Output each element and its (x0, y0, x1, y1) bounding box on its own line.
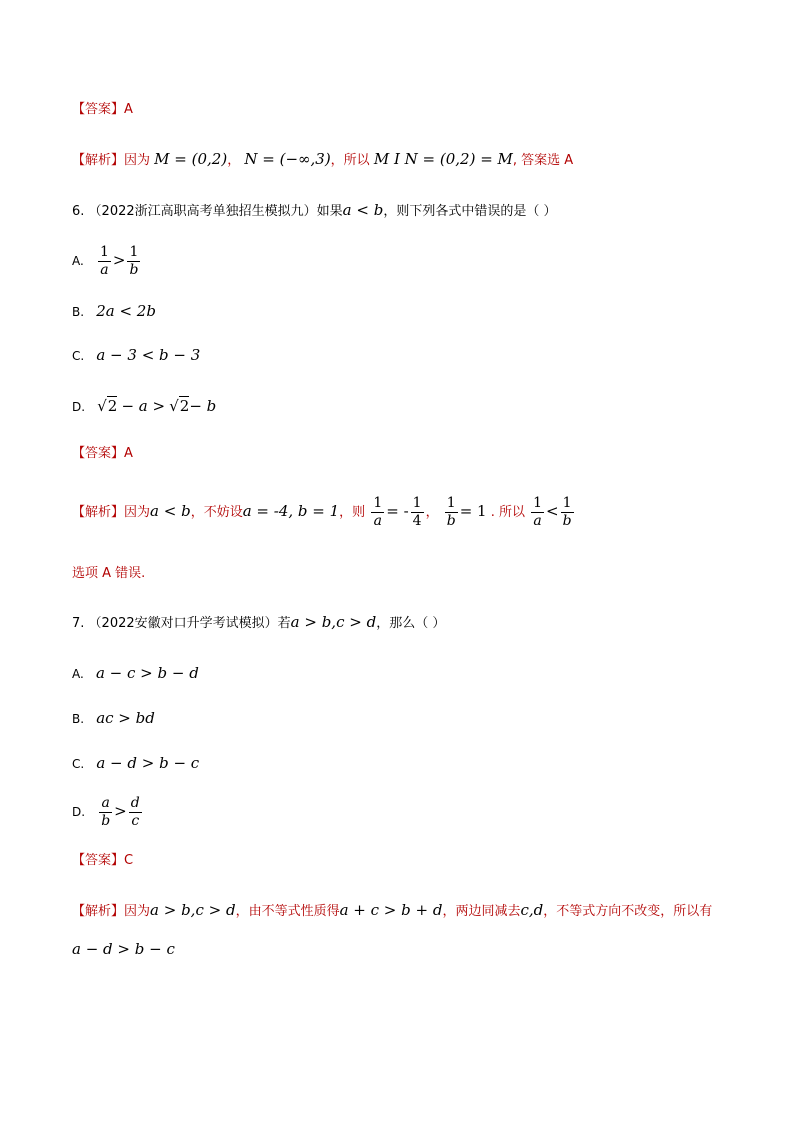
analysis-text: , 答案选 A (512, 153, 574, 168)
math-expr: M I N = (0,2) = M (373, 150, 513, 168)
q6-analysis (72, 493, 576, 531)
math-expr: a − c > b − d (95, 664, 199, 682)
punct: ， (425, 505, 439, 520)
analysis-text: ，两边同减去 (442, 904, 521, 919)
q6-option-b (72, 302, 156, 322)
analysis-text: 因为 (124, 153, 151, 168)
option-label: D. (72, 805, 86, 819)
q7-option-a (72, 664, 199, 684)
q6-option-c (72, 346, 200, 366)
q7-option-c (72, 754, 199, 774)
denominator: b (446, 513, 456, 529)
math-expr: a > b,c > d (150, 901, 236, 919)
denominator: a (533, 513, 542, 529)
q7-answer (72, 852, 133, 870)
question-text: ，则下列各式中错误的是（ ） (383, 204, 557, 219)
numerator: 1 (445, 495, 458, 513)
math-expr: = - (386, 502, 409, 520)
numerator: 1 (127, 244, 140, 262)
question-number: 6. (72, 204, 85, 219)
sqrt: √2 (97, 397, 118, 415)
numerator: 1 (533, 495, 543, 511)
math-expr: N = (−∞,3) (244, 150, 331, 168)
question-source: （2022安徽对口升学考试模拟） (88, 616, 278, 631)
math-expr: = 1 (459, 502, 487, 520)
denominator: b (129, 262, 139, 278)
radicand: 2 (179, 397, 190, 415)
answer-tag: 【答案】 (72, 446, 125, 461)
question-text: 若 (277, 616, 291, 631)
question-text: ，那么（ ） (376, 616, 446, 631)
math-expr: a + c > b + d (339, 901, 443, 919)
option-label: C. (72, 757, 85, 771)
fraction (98, 244, 111, 279)
q6-answer (72, 445, 133, 463)
q6-conclusion: 选项 A 错误. (72, 566, 146, 581)
option-label: B. (72, 712, 85, 726)
fraction (411, 495, 424, 530)
relation: > (114, 802, 127, 820)
analysis-text: ，则 (339, 505, 366, 520)
option-label: A. (72, 254, 84, 268)
answer-value: C (124, 853, 134, 868)
denominator: a (373, 513, 382, 529)
math-expr: − b (189, 397, 217, 415)
option-label: A. (72, 667, 84, 681)
answer-tag: 【答案】 (72, 853, 125, 868)
q7-analysis (72, 901, 712, 921)
fraction (99, 795, 112, 830)
question-text: 如果 (316, 204, 343, 219)
analysis-text: 因为 (124, 505, 151, 520)
punct: ， (227, 153, 241, 168)
denominator: c (131, 813, 140, 829)
question-source: （2022浙江高职高考单独招生模拟九） (88, 204, 317, 219)
math-expr: a < b (342, 201, 384, 219)
q6-option-a (72, 242, 142, 280)
answer-tag: 【答案】 (72, 102, 125, 117)
fraction (127, 244, 140, 279)
q6-option-d (72, 397, 216, 417)
analysis-text: ，所以 (330, 153, 370, 168)
option-label: B. (72, 305, 85, 319)
analysis-text: 因为 (124, 904, 151, 919)
analysis-tag: 【解析】 (72, 505, 125, 520)
fraction (531, 495, 544, 530)
denominator: b (101, 813, 111, 829)
radicand: 2 (107, 397, 118, 415)
analysis-text: ，不等式方向不改变，所以有 (543, 904, 713, 919)
analysis-text: . 所以 (490, 505, 525, 520)
numerator: 1 (99, 244, 109, 260)
option-label: D. (72, 400, 86, 414)
q6-stem (72, 201, 556, 221)
answer-value: A (124, 102, 133, 117)
analysis-text: ，由不等式性质得 (235, 904, 340, 919)
answer-value: A (124, 446, 133, 461)
math-expr: a > b,c > d (290, 613, 377, 631)
sqrt: √2 (169, 397, 190, 415)
math-expr: M = (0,2) (154, 150, 228, 168)
denominator: 4 (412, 513, 422, 529)
math-expr: a − 3 < b − 3 (96, 346, 201, 364)
math-expr: a − d > b − c (96, 754, 200, 772)
option-label: C. (72, 349, 85, 363)
q7-option-d (72, 793, 144, 831)
numerator: 1 (561, 495, 574, 513)
relation: > (112, 251, 126, 269)
numerator: 1 (373, 495, 383, 511)
q5-answer (72, 101, 133, 119)
fraction (561, 495, 574, 530)
analysis-text: ，不妨设 (190, 505, 243, 520)
numerator: a (99, 795, 112, 813)
fraction (129, 795, 142, 830)
analysis-tag: 【解析】 (72, 153, 125, 168)
fraction (371, 495, 384, 530)
analysis-tag: 【解析】 (72, 904, 125, 919)
denominator: b (562, 513, 572, 529)
question-number: 7. (72, 616, 85, 631)
math-expr: a − d > b − c (72, 940, 175, 958)
relation: < (546, 502, 559, 520)
math-expr: 2a < 2b (96, 302, 156, 320)
numerator: d (130, 795, 140, 811)
q5-analysis (72, 150, 573, 170)
math-expr: − a > (121, 397, 166, 415)
math-expr: a = -4, b = 1 (242, 502, 340, 520)
math-expr: a < b (150, 502, 191, 520)
q7-result (72, 940, 175, 960)
fraction (445, 495, 458, 530)
denominator: a (100, 262, 109, 278)
q7-option-b (72, 709, 155, 729)
q7-stem (72, 613, 445, 633)
math-expr: c,d (520, 901, 544, 919)
numerator: 1 (412, 495, 422, 511)
math-expr: ac > bd (96, 709, 155, 727)
